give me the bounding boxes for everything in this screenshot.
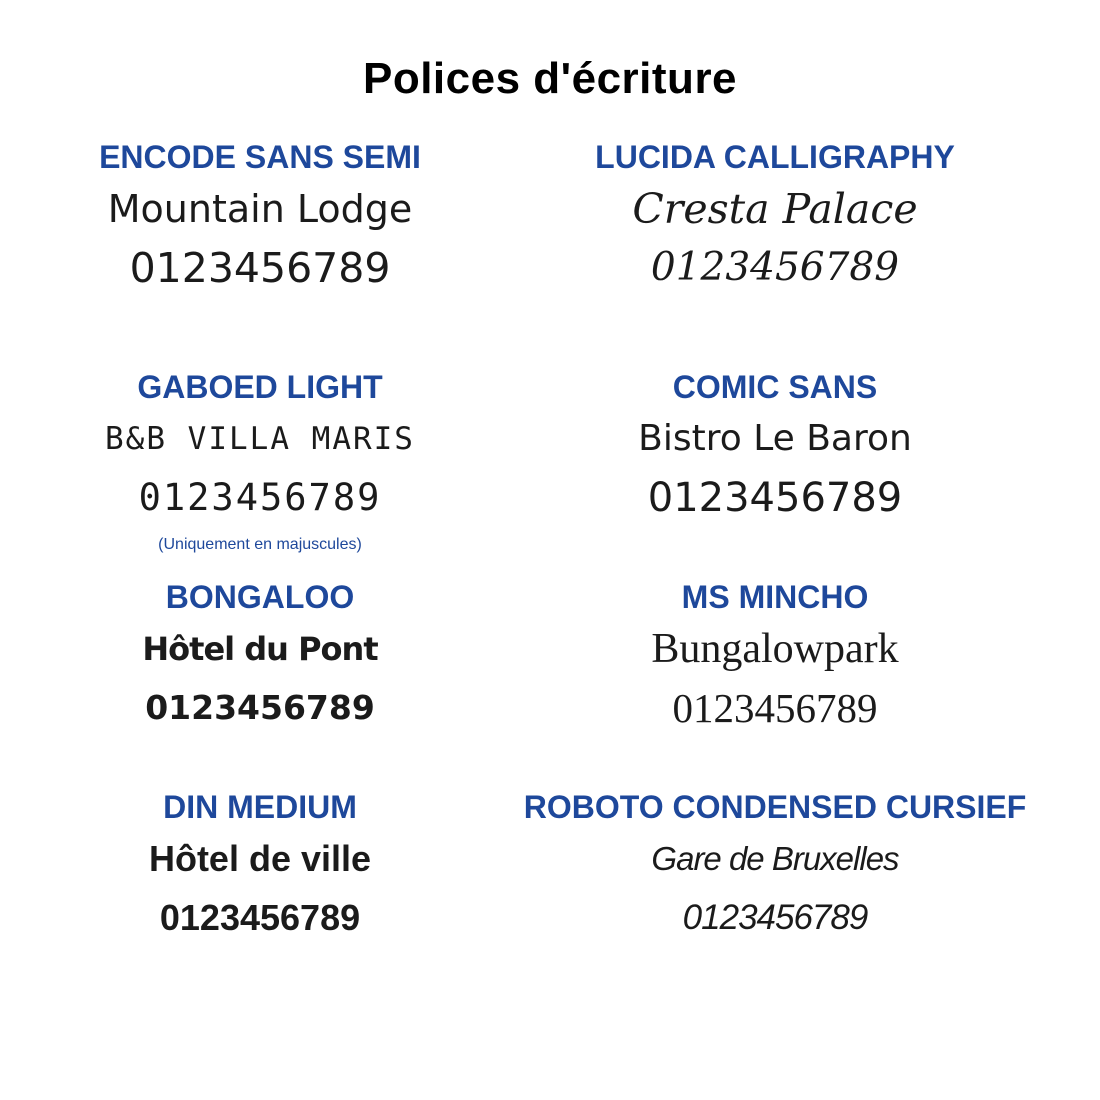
font-sample-digits: 0123456789 bbox=[647, 475, 903, 521]
font-name-heading: DIN MEDIUM bbox=[163, 789, 357, 825]
font-card-ms-mincho bbox=[520, 566, 1030, 776]
font-name-heading: MS MINCHO bbox=[681, 579, 869, 615]
font-sample-digits: 0123456789 bbox=[159, 897, 361, 938]
font-card-roboto-condensed-cursief bbox=[520, 776, 1030, 948]
font-sample-digits: 0123456789 bbox=[138, 476, 382, 519]
font-card-encode-sans-semi bbox=[0, 126, 520, 356]
font-name-heading: BONGALOO bbox=[165, 579, 355, 615]
font-sample-text: Mountain Lodge bbox=[107, 187, 413, 231]
font-sample-digits: 0123456789 bbox=[650, 245, 900, 290]
font-sample-text: Hôtel de ville bbox=[148, 838, 372, 879]
page-title: Polices d'écriture bbox=[362, 54, 738, 103]
font-sample-text: Bistro Le Baron bbox=[638, 418, 912, 459]
font-sample-text: Hôtel du Pont bbox=[142, 630, 378, 668]
font-name-heading: LUCIDA CALLIGRAPHY bbox=[595, 139, 955, 175]
font-card-bongaloo bbox=[0, 566, 520, 776]
uppercase-only-note: (Uniquement en majuscules) bbox=[158, 536, 362, 553]
font-name-heading: GABOED LIGHT bbox=[137, 369, 383, 405]
font-sample-digits: 0123456789 bbox=[145, 688, 375, 727]
font-card-lucida-calligraphy bbox=[520, 126, 1030, 356]
font-name-heading: COMIC SANS bbox=[672, 369, 878, 405]
font-name-heading: ROBOTO CONDENSED CURSIEF bbox=[523, 789, 1027, 825]
font-grid bbox=[0, 126, 1030, 948]
font-card-comic-sans bbox=[520, 356, 1030, 566]
font-name-heading: ENCODE SANS SEMI bbox=[99, 139, 421, 175]
font-sample-text: Bungalowpark bbox=[651, 626, 899, 672]
font-card-gaboed-light bbox=[0, 356, 520, 566]
font-sample-digits: 0123456789 bbox=[129, 244, 391, 292]
font-sample-text: Cresta Palace bbox=[632, 185, 918, 233]
font-sample-text: Gare de Bruxelles bbox=[651, 840, 899, 877]
font-sample-digits: 0123456789 bbox=[672, 685, 878, 731]
font-card-din-medium bbox=[0, 776, 520, 948]
font-sample-digits: 0123456789 bbox=[682, 898, 868, 937]
font-sample-text: B&B VILLA MARIS bbox=[105, 421, 415, 457]
